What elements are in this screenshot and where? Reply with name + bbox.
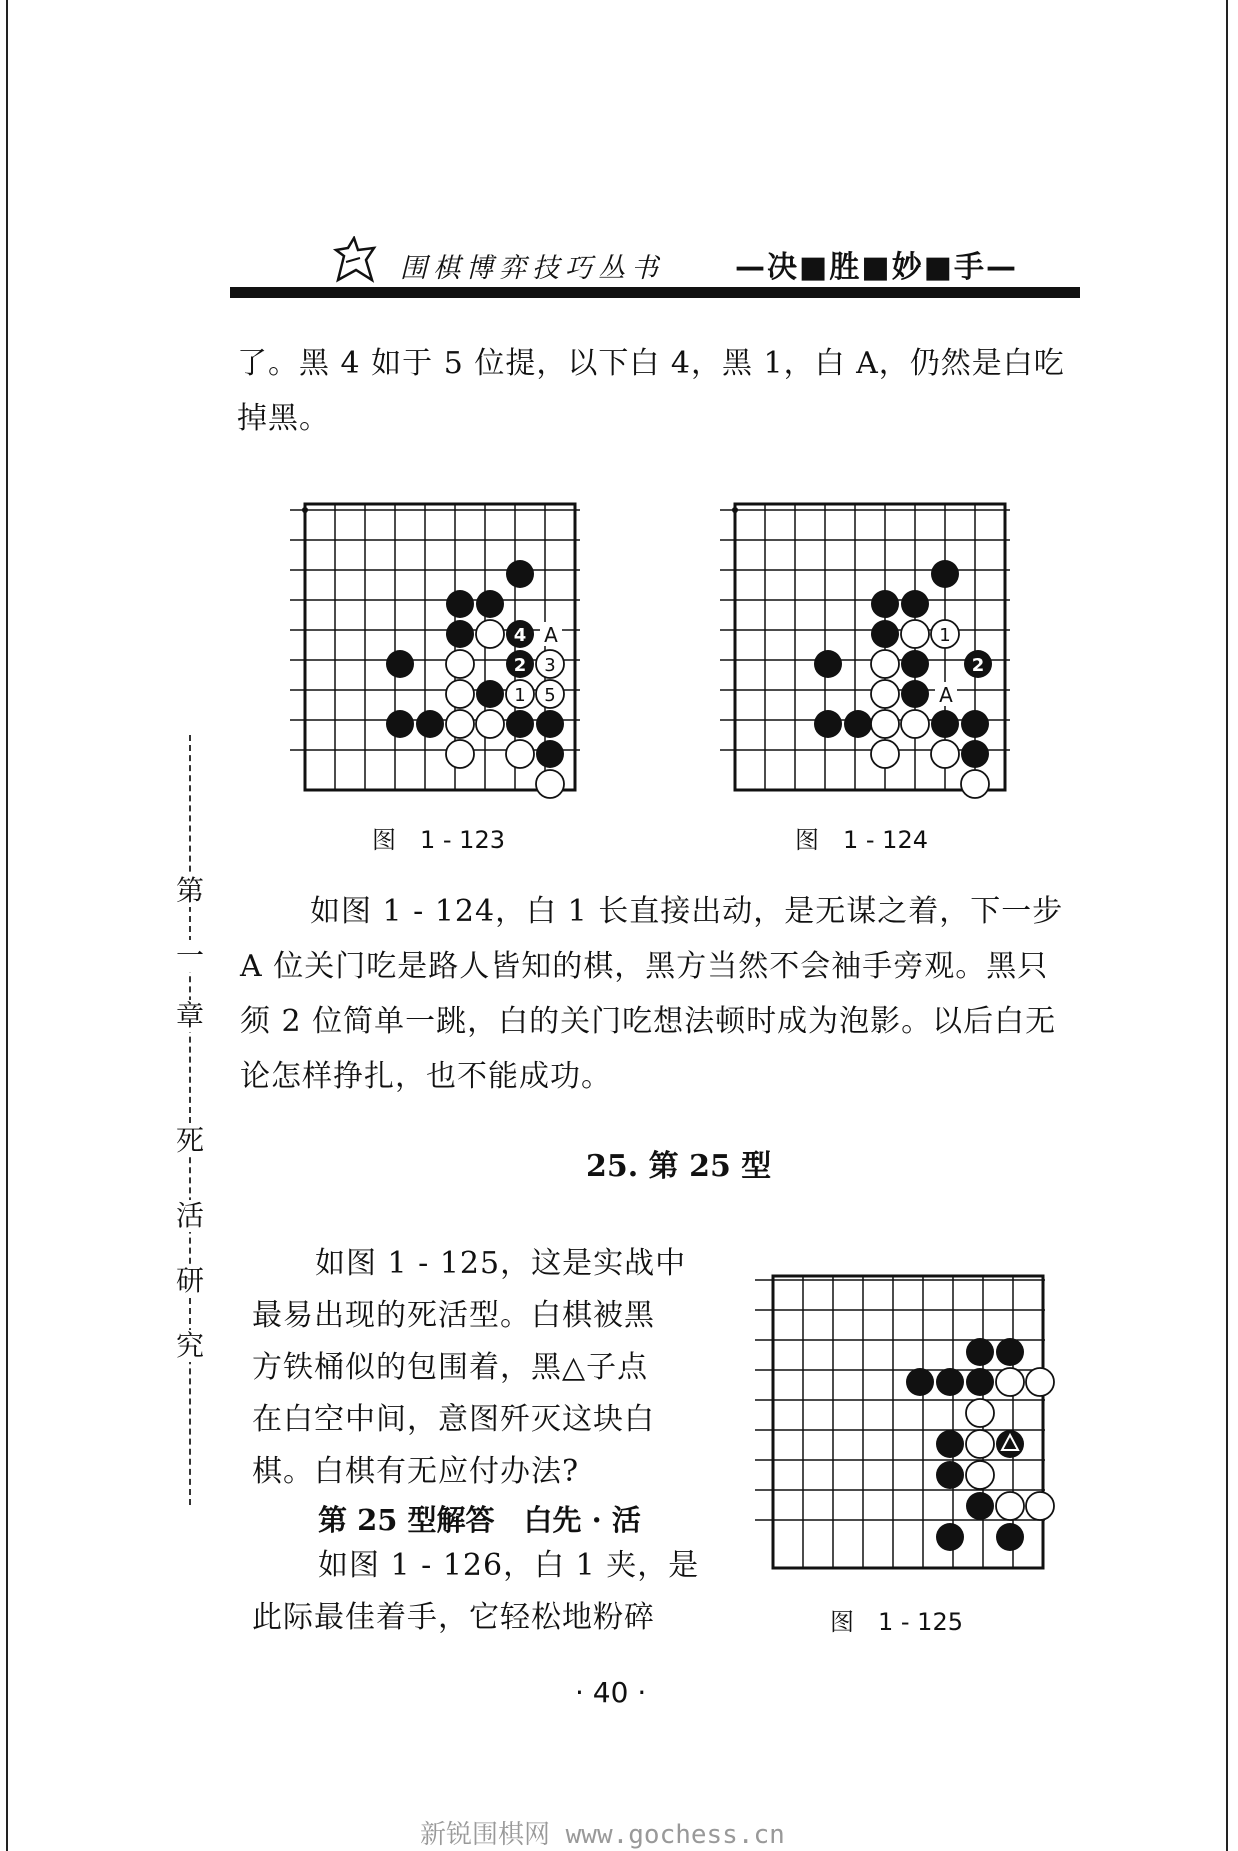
side-char-6: 研 (175, 1264, 204, 1297)
side-char-5: 活 (175, 1199, 204, 1232)
paragraph-3-line-4: 在白空中间，意图歼灭这块白 (252, 1402, 655, 1437)
go-diagram-1-124 (720, 490, 1020, 810)
go-diagram-1-123 (290, 490, 590, 800)
side-chapter-marker (170, 735, 210, 1505)
paragraph-3-line-2: 最易出现的死活型。白棋被黑 (252, 1298, 655, 1333)
paragraph-3-line-3: 方铁桶似的包围着，黑△子点 (252, 1350, 649, 1385)
side-char-2: 一 (175, 939, 204, 972)
point-a-label: A (939, 683, 953, 707)
numbered-moves (506, 620, 564, 708)
move-2-label: 2 (971, 655, 985, 676)
move-2-label: 2 (513, 655, 527, 676)
book-title: —决■胜■妙■手— (735, 250, 1019, 285)
caption-1-123: 图 1 - 123 (372, 826, 505, 854)
paragraph-2-line-1: 如图 1 - 124，白 1 长直接出动，是无谋之着，下一步 (310, 894, 1064, 929)
caption-1-125: 图 1 - 125 (830, 1608, 963, 1636)
paragraph-1-line-1: 了。黑 4 如于 5 位提，以下白 4，黑 1，白 A，仍然是白吃 (237, 346, 1065, 381)
paragraph-3-line-1: 如图 1 - 125，这是实战中 (315, 1246, 687, 1281)
series-logo-icon (330, 236, 380, 286)
answer-line-1: 如图 1 - 126，白 1 夹，是 (318, 1548, 700, 1583)
side-char-1: 第 (175, 874, 204, 907)
paragraph-2-line-2: A 位关门吃是路人皆知的棋，黑方当然不会袖手旁观。黑只 (240, 949, 1049, 984)
go-diagram-1-125 (755, 1268, 1065, 1578)
board-grid (755, 1276, 1045, 1568)
paragraph-2-line-4: 论怎样挣扎，也不能成功。 (240, 1059, 612, 1094)
page-number: · 40 · (575, 1676, 647, 1709)
side-char-7: 究 (175, 1329, 204, 1362)
side-char-3: 章 (175, 999, 204, 1032)
numbered-moves (931, 620, 992, 707)
page-header (230, 232, 1090, 302)
marked-black-stone (996, 1430, 1024, 1458)
watermark: 新锐围棋网 www.gochess.cn (420, 1820, 785, 1850)
move-1-label: 1 (939, 625, 951, 646)
move-5-label: 5 (544, 685, 556, 706)
move-1-label: 1 (514, 685, 526, 706)
section-heading: 25. 第 25 型 (586, 1149, 772, 1184)
answer-heading: 第 25 型解答 白先 · 活 (318, 1503, 641, 1537)
board-grid (290, 504, 580, 790)
point-a-label: A (544, 623, 558, 647)
paragraph-3-line-5: 棋。白棋有无应付办法? (252, 1454, 580, 1489)
answer-line-2: 此际最佳着手，它轻松地粉碎 (252, 1600, 655, 1635)
side-dashed-line (189, 735, 191, 1505)
paragraph-2-line-3: 须 2 位简单一跳，白的关门吃想法顿时成为泡影。以后白无 (240, 1004, 1057, 1039)
black-stones (814, 560, 989, 768)
paragraph-1-line-2: 掉黑。 (237, 401, 330, 436)
move-3-label: 3 (544, 655, 556, 676)
header-rule (230, 287, 1080, 298)
move-4-label: 4 (513, 625, 527, 646)
caption-1-124: 图 1 - 124 (795, 826, 928, 854)
series-title: 围棋博弈技巧丛书 (400, 253, 664, 284)
side-char-4: 死 (175, 1124, 204, 1157)
